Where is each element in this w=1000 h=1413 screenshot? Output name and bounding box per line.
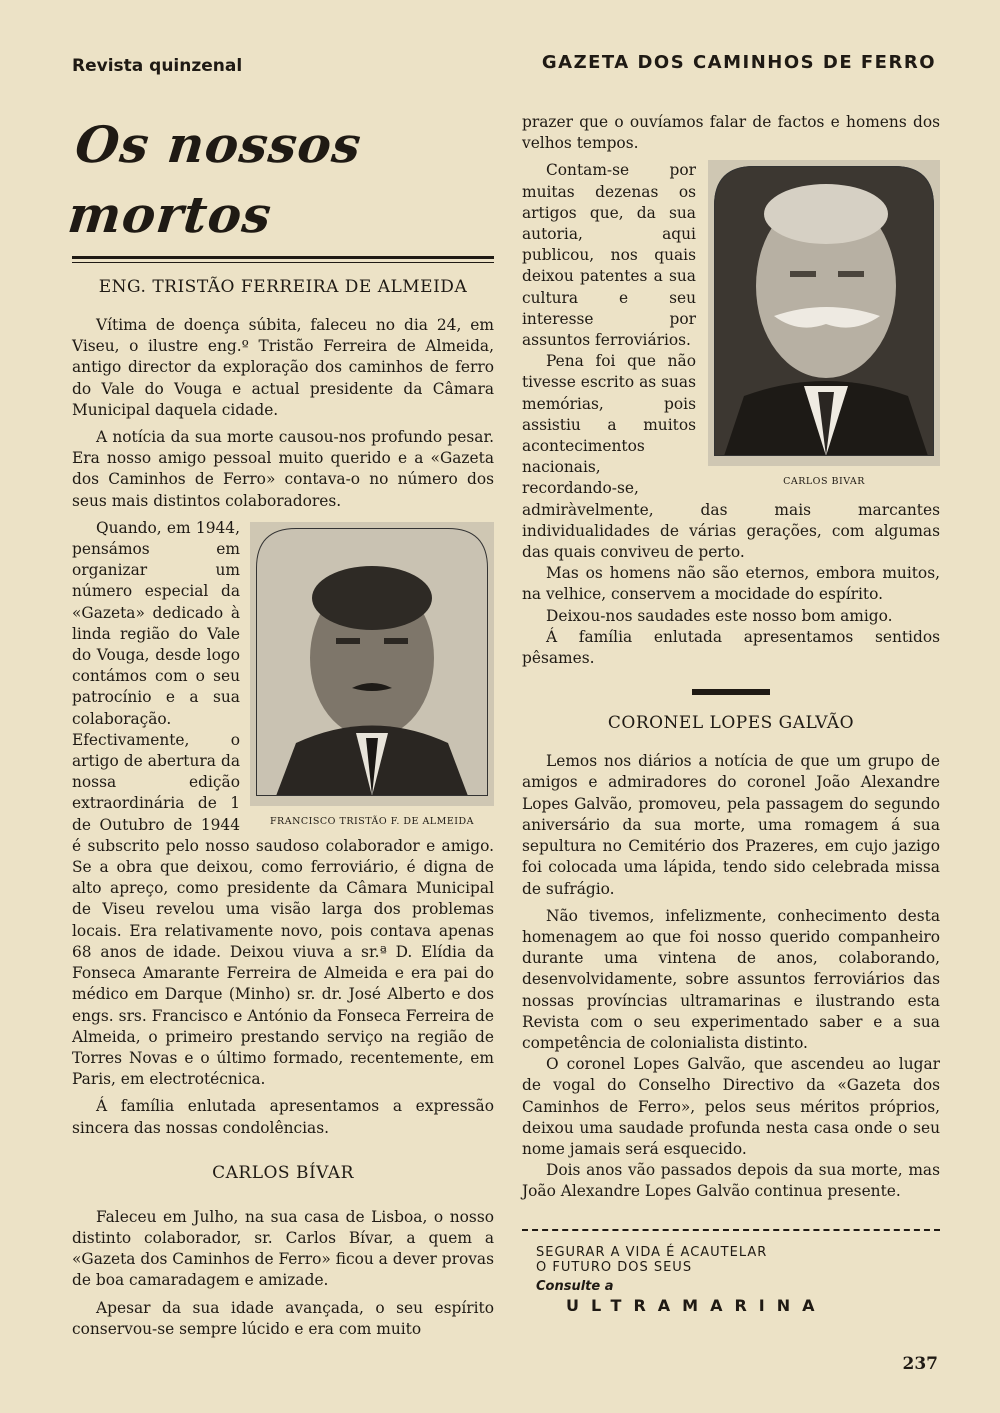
bivar-paragraph-3: Contam-se por muitas dezenas os artigos que, da sua autoria, aqui publicou, nos quais deixou patentes a sua cultura e seu interesse por assuntos ferroviários.: [522, 161, 696, 350]
galvao-paragraph-3: O coronel Lopes Galvão, que ascendeu ao lugar de vogal do Conselho Directivo da «Gazeta dos Caminhos de Ferro», pelos seus méritos próprios, deixou uma saudade profunda nesta casa onde o seu nome jamais será esquecido.: [522, 1055, 940, 1158]
bivar-paragraph-1: Faleceu em Julho, na sua casa de Lisboa, o nosso distinto colaborador, sr. Carlos Bívar, a quem a «Gazeta dos Caminhos de Ferro» ficou a dever provas de boa camaradagem e amizade.: [72, 1207, 494, 1290]
bivar-paragraph-4: Pena foi que não tivesse escrito as suas memórias, pois assistiu a muitos acontecimentos nacionais, recordando-se, admiràvelmente, das mais marcantes individualidades de várias gerações, com algumas das quais conviveu de perto.: [522, 352, 940, 562]
galvao-paragraph-4: Dois anos vão passados depois da sua morte, mas João Alexandre Lopes Galvão continua presente.: [522, 1161, 940, 1201]
bivar-photo-caption: CARLOS BIVAR: [783, 476, 865, 488]
header-right: GAZETA DOS CAMINHOS DE FERRO: [541, 52, 936, 73]
tristao-portrait-image: [256, 528, 488, 796]
tristao-photo-caption: FRANCISCO TRISTÃO F. DE ALMEIDA: [269, 815, 475, 827]
advert-line-1: SEGURAR A VIDA É ACAUTELAR: [536, 1244, 768, 1260]
tristao-paragraph-2: A notícia da sua morte causou-nos profundo pesar. Era nosso amigo pessoal muito querido e a «Gazeta dos Caminhos de Ferro» contava-o no número dos seus mais distintos colaboradores.: [72, 428, 494, 510]
bivar-body-with-photo: [522, 160, 940, 563]
tristao-photo: [250, 522, 494, 806]
tristao-paragraph-4: Á família enlutada apresentamos a expressão sincera das nossas condolências.: [72, 1097, 494, 1137]
header-left: Revista quinzenal: [72, 56, 243, 76]
tristao-photo-block: [250, 522, 494, 827]
section-divider: [692, 689, 770, 695]
tristao-paragraph-1: Vítima de doença súbita, faleceu no dia 24, em Viseu, o ilustre eng.º Tristão Ferreira de Almeida, antigo director da exploração dos caminhos de ferro do Vale do Vouga e actual presidente da Câmara Municipal daquela cidade.: [72, 316, 494, 419]
bivar-paragraph-7: Á família enlutada apresentamos sentidos pêsames.: [522, 627, 940, 668]
bivar-portrait-image: [714, 166, 934, 456]
advert-line-2: O FUTURO DOS SEUS: [536, 1259, 693, 1275]
tristao-paragraph-3: Quando, em 1944, pensámos em organizar um número especial da «Gazeta» dedicado à linda região do Vale do Vouga, desde logo contámos com o seu patrocínio e a sua colaboração. Efectivamente, o artigo de abertura da nossa edição extraordinária de 1 de Outubro de 1944 é subscrito pelo nosso saudoso colaborador e amigo. Se a obra que deixou, como ferroviário, é digna de alto apreço, como presidente da Câmara Municipal de Viseu revelou uma visão larga dos problemas locais. Era relativamente novo, pois contava apenas 68 anos de idade. Deixou viuva a sr.ª D. Elídia da Fonseca Amarante Ferreira de Almeida e era pai do médico em Darque (Minho) sr. dr. José Alberto e dos engs. srs. Francisco e António da Fonseca Ferreira de Almeida, o primeiro prestando serviço na região de Torres Novas e o último formado, recentemente, em Paris, em electrotécnica.: [72, 518, 494, 1089]
bivar-paragraph-2b: prazer que o ouvíamos falar de factos e homens dos velhos tempos.: [522, 113, 940, 153]
advert-brand: ULTRAMARINA: [566, 1295, 827, 1315]
bivar-photo-block: [708, 160, 940, 487]
tristao-body-with-photo: [72, 518, 494, 1090]
bivar-paragraph-6: Deixou-nos saudades este nosso bom amigo.: [546, 606, 893, 625]
advert-rule: [522, 1229, 940, 1231]
galvao-paragraph-2: Não tivemos, infelizmente, conhecimento desta homenagem ao que foi nosso querido companheiro durante uma vintena de anos, colaborando, desenvolvidamente, sobre assuntos ferroviários das nossas províncias ultramarinas e ilustrando esta Revista com o seu experimentado saber e a sua competência de colonialista distinto.: [522, 906, 940, 1052]
left-column: [65, 110, 494, 1340]
title-rule: [72, 256, 494, 263]
bivar-paragraph-2a: Apesar da sua idade avançada, o seu espírito conservou-se sempre lúcido e era com muito: [72, 1298, 494, 1338]
bivar-paragraph-5: Mas os homens não são eternos, embora muitos, na velhice, conservem a mocidade do espírito.: [522, 564, 940, 604]
right-column: [522, 112, 940, 1315]
bivar-photo: [708, 160, 940, 466]
page-title: Os nossos mortos: [65, 115, 365, 244]
bivar-heading: CARLOS BÍVAR: [212, 1162, 354, 1183]
page-number: 237: [902, 1354, 938, 1374]
advert-consult: Consulte a: [536, 1278, 614, 1294]
galvao-heading: CORONEL LOPES GALVÃO: [607, 713, 855, 734]
galvao-paragraph-1: Lemos nos diários a notícia de que um grupo de amigos e admiradores do coronel João Alexandre Lopes Galvão, promoveu, pela passagem do segundo aniversário da sua morte, uma romagem á sua sepultura no Cemitério dos Prazeres, em cujo jazigo foi colocada uma lápida, tendo sido celebrada missa de sufrágio.: [522, 752, 940, 898]
advertisement: [522, 1245, 940, 1315]
tristao-heading: ENG. TRISTÃO FERREIRA DE ALMEIDA: [98, 277, 468, 297]
